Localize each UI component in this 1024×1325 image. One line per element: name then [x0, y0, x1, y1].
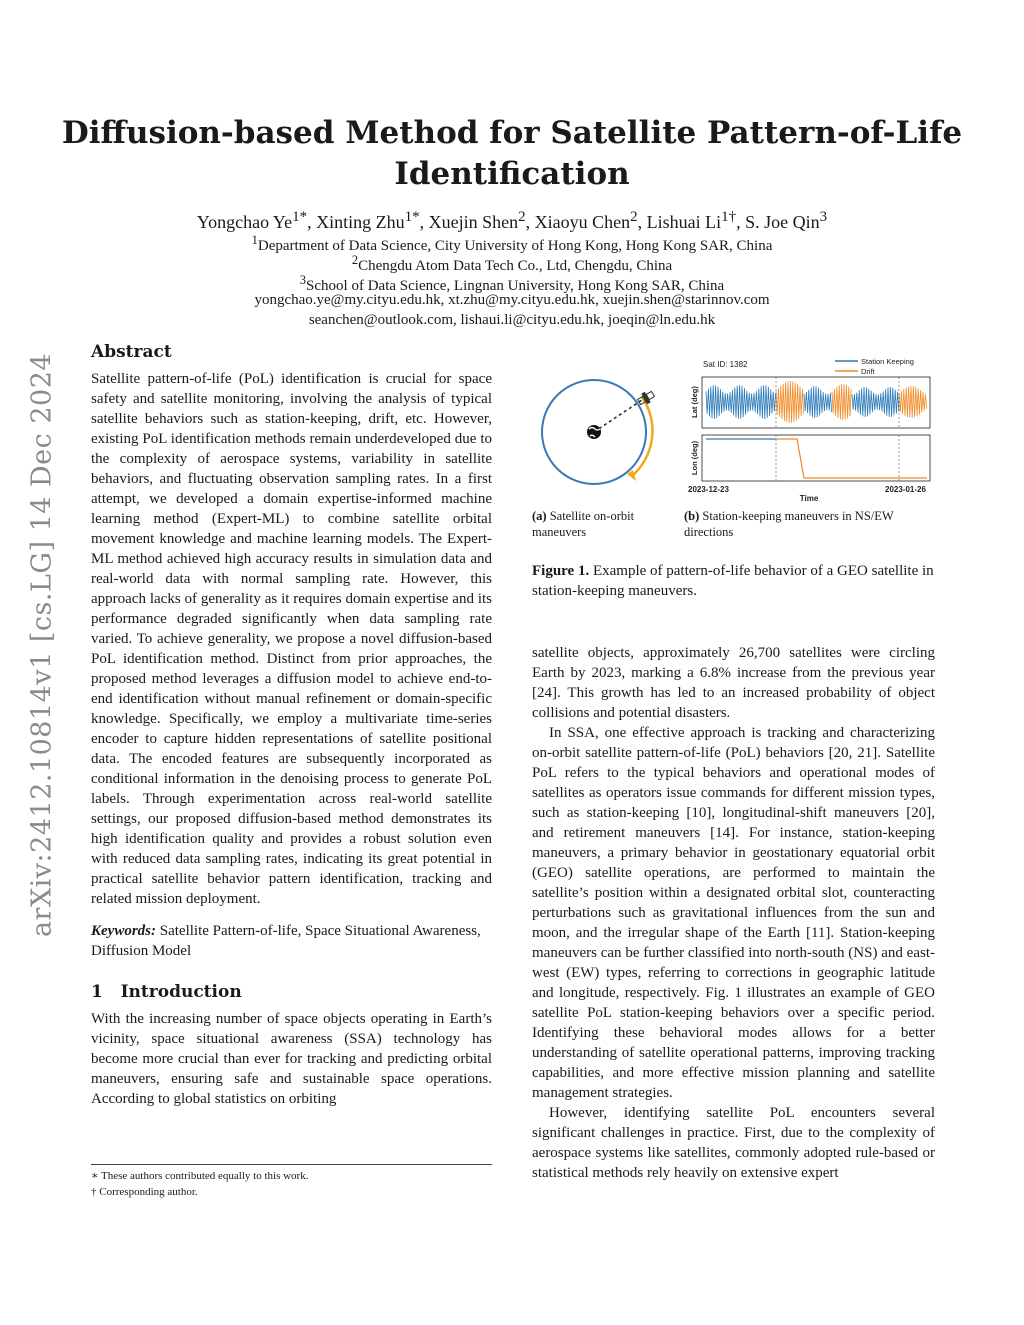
affiliation-3: $^3$School of Data Science, Lingnan University, Hong Kong SAR, China: [299, 273, 725, 294]
author: S. Joe Qin$^3$: [745, 209, 828, 232]
footnote-rule: [91, 1164, 492, 1165]
intro-heading: [91, 981, 492, 1003]
figure-1-graphic: [532, 350, 936, 508]
right-paragraph-3: However, identifying satellite PoL encounters several significant challenges in practice. First, due to the complexity of aerospace systems like satellites, commonly adopted rule-based or statistical methods rely heavily on extensive expert: [532, 1105, 935, 1181]
lon-axis-label: Lon (deg): [690, 440, 699, 476]
intro-text: With the increasing number of space objects operating in Earth’s vicinity, space situational awareness (SSA) technology has become more crucial than ever for tracking and predicting orbital maneuvers, ensuring safe and sustainable space operations. According to global statistics on orbiting: [91, 1011, 492, 1107]
title-line-2: Identification: [394, 156, 630, 192]
keywords-label: Keywords:: [91, 923, 156, 939]
subcaption-b: (b) Station-keeping maneuvers in NS/EW directions: [684, 509, 894, 539]
lat-series: [706, 385, 776, 419]
author: Xinting Zhu$^{1*}$: [316, 209, 420, 232]
legend-station-keeping: Station Keeping: [861, 357, 914, 366]
section-title: Introduction: [120, 982, 242, 1002]
subcaption-a: (a) Satellite on-orbit maneuvers: [532, 509, 635, 539]
footnotes: [91, 1168, 492, 1200]
right-column: [532, 643, 935, 1183]
lon-panel: [702, 435, 930, 481]
lat-series: [899, 386, 927, 418]
abstract-heading: Abstract: [91, 342, 172, 362]
affiliation-1: $^1$Department of Data Science, City University of Hong Kong, Hong Kong SAR, China: [251, 233, 773, 254]
timeseries-plot: [688, 357, 930, 503]
footnote-equal: ∗ These authors contributed equally to this work.: [91, 1170, 309, 1182]
arxiv-stamp: [14, 350, 70, 940]
author: Lishuai $Li^{1\dagger}$: [646, 209, 737, 232]
title-line-1: Diffusion-based Method for Satellite Pattern-of-Life: [61, 115, 963, 151]
lat-series: [776, 381, 804, 423]
orbit-diagram: [542, 380, 656, 484]
legend-drift: Drift: [861, 367, 875, 376]
lat-series: [804, 386, 832, 418]
paper-title: [60, 113, 964, 195]
time-axis-label: Time: [799, 494, 819, 503]
date-start-label: 2023-12-23: [688, 485, 729, 494]
keywords: [91, 921, 492, 961]
emails-line-2: seanchen@outlook.com, lishaui.li@cityu.edu.hk, joeqin@ln.edu.hk: [308, 312, 716, 328]
right-paragraph-1: satellite objects, approximately 26,700 satellites were circling Earth by 2023, marking a 6.8% increase from the previous year [24]. This growth has led to an increased probability of object collisions and potential disasters.: [532, 645, 935, 721]
author: Xiaoyu Chen$^2$: [534, 209, 638, 232]
affiliation-2: $^2$Chengdu Atom Data Tech Co., Ltd, Chengdu, China: [351, 253, 673, 274]
abstract-text: Satellite pattern-of-life (PoL) identification is crucial for space safety and satellite monitoring, involving the analysis of typical satellite behaviors such as station-keeping, drift, etc. However, existing PoL identification methods remain underdeveloped due to the complexity of aerospace systems, variability in satellite behaviors, and fluctuating observation sampling rates. In a first attempt, we developed a domain expertise-informed machine learning method (Expert-ML) to combine satellite orbital movement knowledge and machine learning models. The Expert-ML method achieved high accuracy results in simulation data and real-world data with normal sampling rate. However, this approach lacks of generality as it requires domain expertise and its performance degraded significantly when data sampling rate varied. To achieve generality, we propose a novel diffusion-based PoL identification method. Distinct from prior approaches, the proposed method leverages a diffusion model to achieve end-to-end identification without manual refinement or domain-specific knowledge. Specifically, we employ a multivariate time-series encoder to capture hidden representations of satellite positional data. The encoded features are subsequently incorporated as conditional information in the denoising process to generate PoL labels. Through experimentation across real-world satellite settings, our proposed diffusion-based method demonstrates its high identification quality and provides a robust solution even with reduced data sampling rates, indicating its great potential in practical satellite behavior pattern identification, tracking and related mission deployment.: [91, 371, 492, 907]
author: Yongchao $Ye^{1*}$: [196, 209, 308, 232]
emails-line-1: yongchao.ye@my.cityu.edu.hk, xt.zhu@my.cityu.edu.hk, xuejin.shen@starinnov.com: [254, 292, 770, 308]
lat-axis-label: Lat (deg): [690, 386, 699, 418]
author: Xuejin Shen$^2$: [428, 209, 526, 232]
section-number: 1: [91, 982, 103, 1002]
footnote-corresponding: † Corresponding author.: [91, 1186, 198, 1198]
figure-1-caption: Figure 1. Example of pattern-of-life behavior of a GEO satellite in station-keeping maneuvers.: [532, 563, 934, 599]
earth-to-satellite-line: [594, 400, 642, 432]
arxiv-id: arXiv:2412.10814v1 [cs.LG] 14 Dec 2024: [26, 352, 58, 938]
keywords-text: Satellite Pattern-of-life, Space Situational Awareness, Diffusion Model: [91, 923, 481, 959]
left-column: [91, 341, 492, 1109]
sat-id-label: Sat ID: 1382: [703, 360, 748, 369]
lat-series: [832, 384, 851, 420]
author-list: Yongchao $Ye^{1*}$, Xinting Zhu$^{1*}$, Xuejin Shen$^2$, Xiaoyu Chen$^2$, Lishuai $Li^{1\dagger}$, S. Joe Qin$^3$: [196, 209, 828, 232]
right-paragraph-2: In SSA, one effective approach is tracking and characterizing on-orbit satellite pattern-of-life (PoL) behaviors [20, 21]. Satellite PoL refers to the typical behaviors and operational modes of satellites as operators issue commands for different mission types, such as station-keeping [10], longitudinal-shift maneuvers [20], and retirement maneuvers [14]. For instance, station-keeping maneuvers, a primary behavior in geostationary equatorial orbit (GEO) satellite operations, are performed to maintain the satellite’s position within a designated orbital slot, counteracting perturbations such as gravitational influences from the sun and moon, and the irregular shape of the Earth [11]. Station-keeping maneuvers can be further classified into north-south (NS) and east-west (EW) types, referring to corrections in geographic latitude and longitude, respectively. Fig. 1 illustrates an example of GEO satellite PoL station-keeping behaviors over a specific period. Identifying these behavioral modes allows for a better understanding of satellite operational patterns, improving tracking capabilities, and more effective mission planning and satellite management strategies.: [532, 725, 935, 1101]
lat-series: [852, 387, 899, 417]
date-end-label: 2023-01-26: [885, 485, 926, 494]
